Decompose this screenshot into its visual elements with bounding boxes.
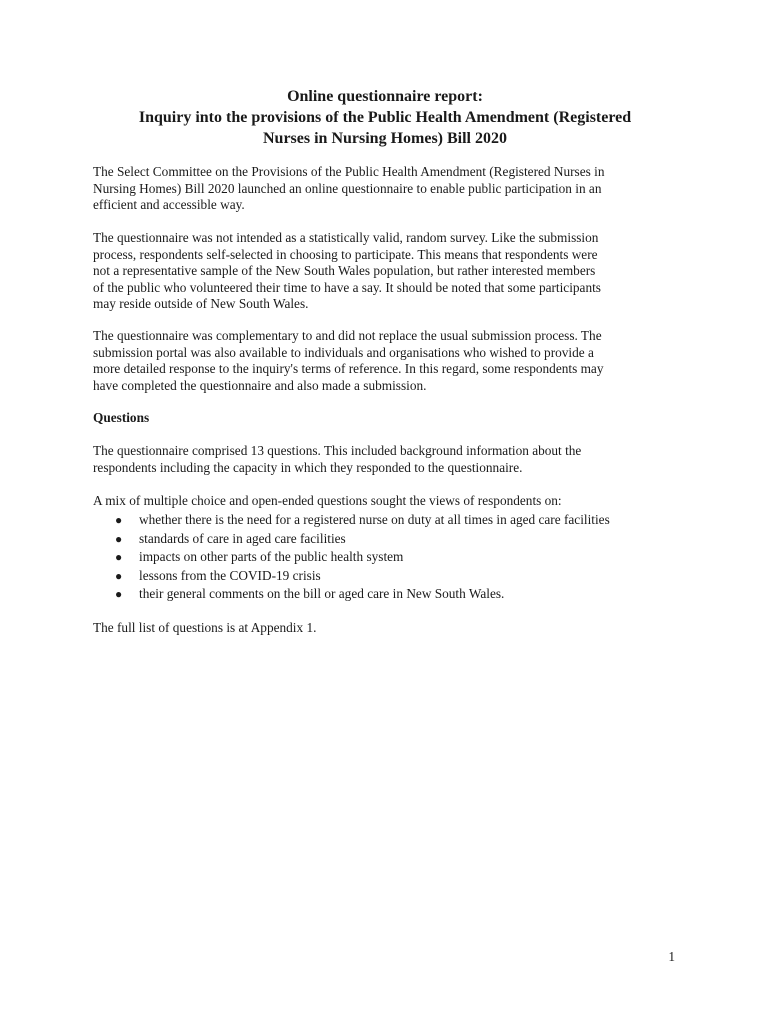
- bullet-text: impacts on other parts of the public health system: [139, 549, 404, 564]
- page-number: 1: [668, 949, 675, 964]
- mix-intro-paragraph: [93, 493, 683, 510]
- complementary-line: submission portal was also available to individuals and organisations who wished to provide a: [93, 344, 594, 360]
- bullet-text: lessons from the COVID-19 crisis: [139, 567, 321, 583]
- bullet-text: standards of care in aged care facilities: [139, 530, 346, 546]
- questions-intro-line: respondents including the capacity in which they responded to the questionnaire.: [93, 459, 523, 475]
- complementary-line: have completed the questionnaire and also made a submission.: [93, 377, 427, 393]
- bullet-icon: ●: [115, 568, 123, 583]
- survey-note-line: not a representative sample of the New South Wales population, but rather interested members: [93, 263, 596, 279]
- survey-note-line: may reside outside of New South Wales.: [93, 296, 309, 312]
- questions-intro-paragraph: [93, 443, 683, 476]
- appendix-note-paragraph: [93, 620, 683, 637]
- questions-intro-line: The questionnaire comprised 13 questions. This included background information about the: [93, 443, 582, 458]
- bullet-text: their general comments on the bill or aged care in New South Wales.: [139, 586, 505, 601]
- topics-bullet-list: [110, 511, 610, 604]
- complementary-line: The questionnaire was complementary to and did not replace the usual submission process. The: [93, 328, 602, 343]
- list-item: [110, 567, 610, 586]
- intro-line: Nursing Homes) Bill 2020 launched an online questionnaire to enable public participation in an: [93, 180, 602, 196]
- complementary-line: more detailed response to the inquiry's terms of reference. In this regard, some respondents may: [93, 361, 604, 377]
- bullet-icon: ●: [115, 550, 123, 564]
- complementary-paragraph: [93, 328, 683, 394]
- bullet-icon: ●: [115, 531, 123, 546]
- intro-line: efficient and accessible way.: [93, 197, 245, 213]
- list-item: [110, 530, 610, 549]
- questions-heading: Questions: [93, 410, 150, 425]
- bullet-icon: ●: [115, 513, 123, 527]
- list-item: [110, 511, 610, 530]
- list-item: [110, 548, 610, 567]
- survey-note-line: The questionnaire was not intended as a statistically valid, random survey. Like the submission: [93, 230, 599, 245]
- title-line-2: Inquiry into the provisions of the Public Health Amendment (Registered: [138, 109, 632, 126]
- survey-note-line: process, respondents self-selected in choosing to participate. This means that respondents were: [93, 246, 598, 262]
- intro-line: The Select Committee on the Provisions of the Public Health Amendment (Registered Nurses in: [93, 164, 605, 179]
- intro-paragraph: [93, 164, 683, 214]
- title-line-3: Nurses in Nursing Homes) Bill 2020: [262, 130, 507, 147]
- survey-note-paragraph: [93, 230, 683, 313]
- appendix-note-line: The full list of questions is at Appendix 1.: [93, 620, 317, 635]
- survey-note-line: of the public who volunteered their time to have a say. It should be noted that some participants: [93, 279, 601, 295]
- title-line-1: Online questionnaire report:: [287, 88, 483, 105]
- report-title: [60, 86, 710, 149]
- mix-intro-line: A mix of multiple choice and open-ended questions sought the views of respondents on:: [93, 493, 562, 508]
- bullet-text: whether there is the need for a registered nurse on duty at all times in aged care facilities: [139, 512, 610, 527]
- list-item: [110, 585, 610, 604]
- bullet-icon: ●: [115, 587, 123, 601]
